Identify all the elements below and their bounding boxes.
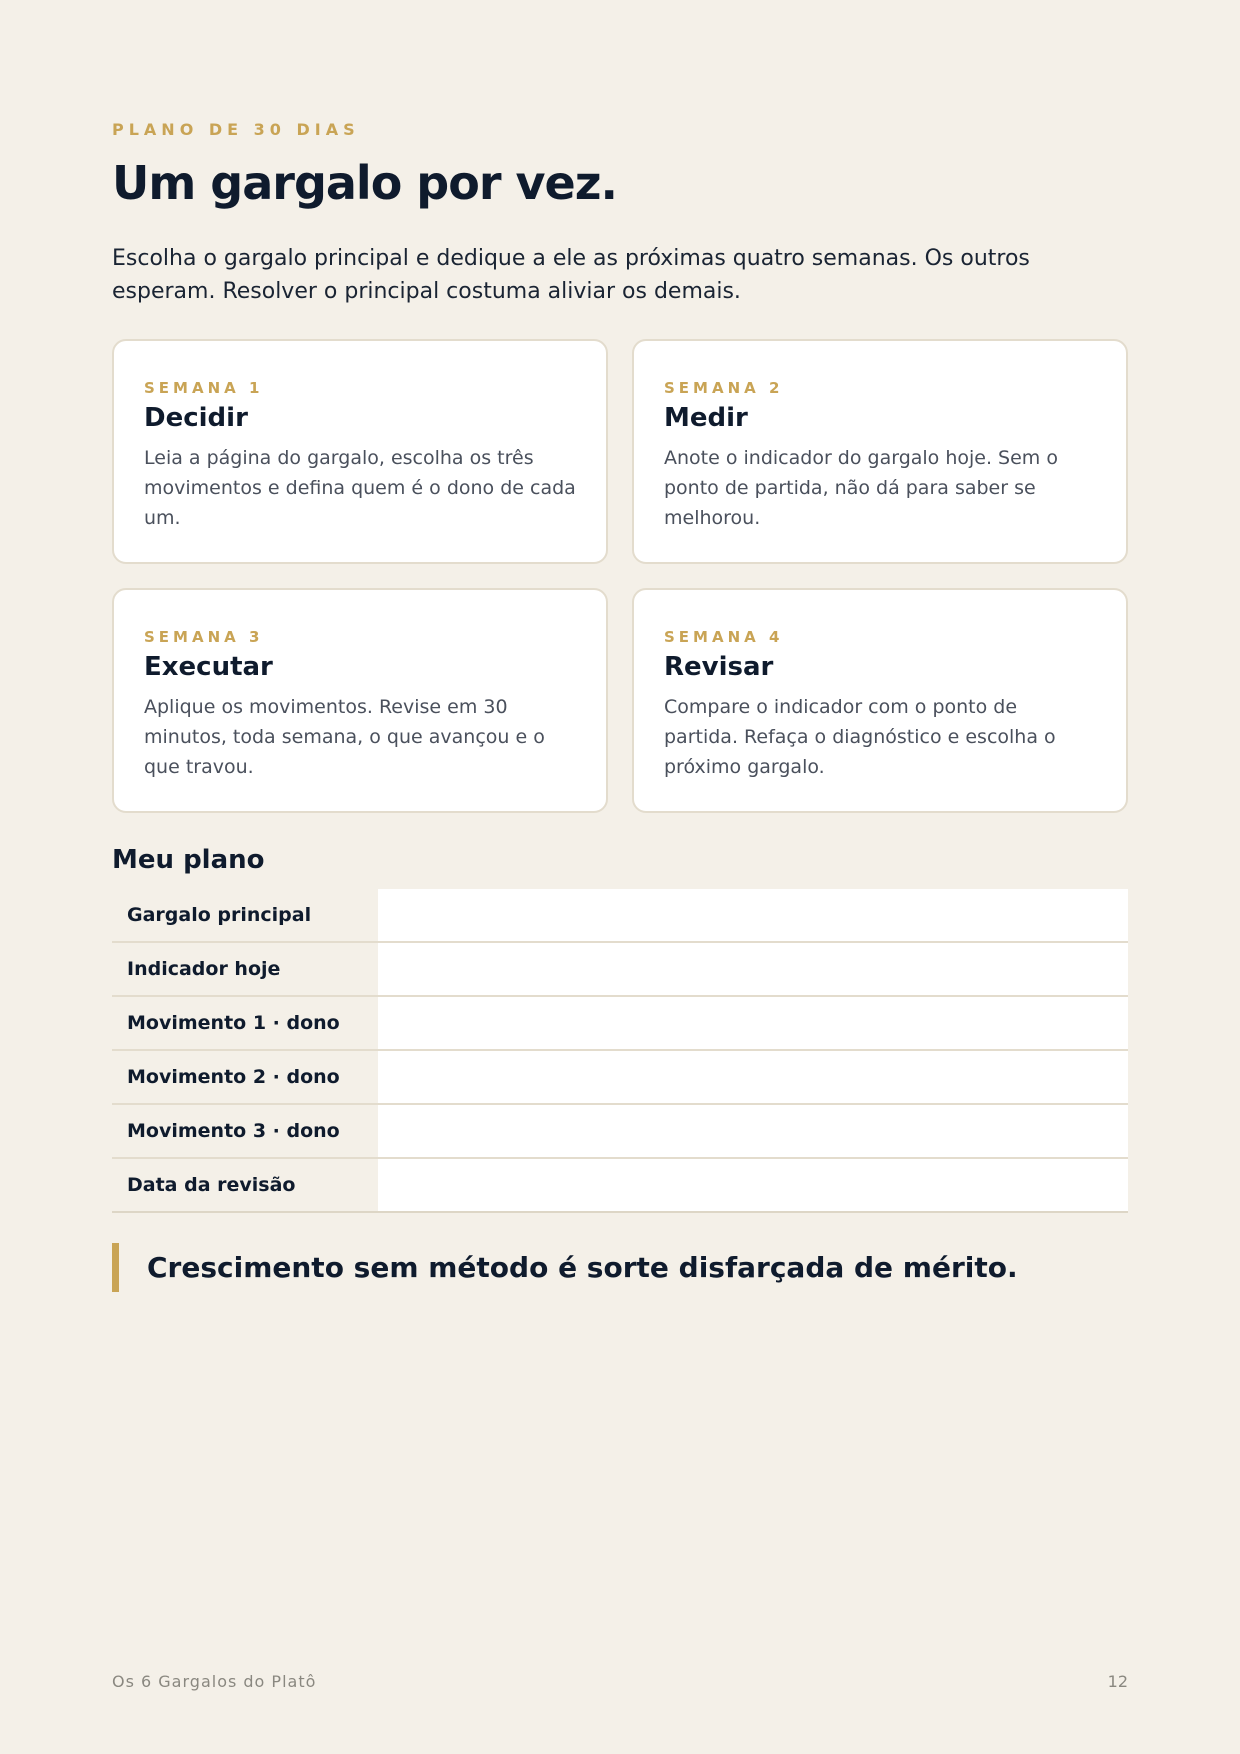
week-description: Compare o indicador com o ponto de partida. Refaça o diagnóstico e escolha o próximo gargalo. [664,696,1056,778]
week-card-2 [632,339,1128,564]
plan-field-movimento-2[interactable] [378,1051,1128,1103]
plan-field-movimento-3[interactable] [378,1105,1128,1157]
plan-row-movimento-3 [112,1105,1128,1159]
week-name: Decidir [144,403,248,433]
week-name: Executar [144,652,273,682]
week-label: SEMANA 2 [664,379,784,397]
week-card-3 [112,588,608,813]
week-label: SEMANA 4 [664,628,784,646]
week-description: Aplique os movimentos. Revise em 30 minutos, toda semana, o que avançou e o que travou. [144,696,545,778]
page-number: 12 [1107,1672,1128,1691]
plan-row-indicador [112,943,1128,997]
plan-row-data-revisao [112,1159,1128,1213]
page [112,0,1128,1754]
week-card-1 [112,339,608,564]
section-eyebrow: PLANO DE 30 DIAS [112,120,360,139]
plan-row-movimento-1 [112,997,1128,1051]
plan-row-gargalo [112,889,1128,943]
plan-row-label: Movimento 1 · dono [112,997,378,1049]
plan-row-label: Gargalo principal [112,889,378,941]
intro-paragraph: Escolha o gargalo principal e dedique a ele as próximas quatro semanas. Os outros esperam. Resolver o principal costuma aliviar os demais. [112,246,1030,304]
plan-field-indicador[interactable] [378,943,1128,995]
week-name: Medir [664,403,748,433]
plan-form [112,889,1128,1213]
plan-title: Meu plano [112,845,265,875]
plan-row-label: Movimento 3 · dono [112,1105,378,1157]
plan-row-label: Movimento 2 · dono [112,1051,378,1103]
week-description: Anote o indicador do gargalo hoje. Sem o ponto de partida, não dá para saber se melhorou. [664,447,1058,529]
plan-row-label: Data da revisão [112,1159,378,1211]
plan-row-label: Indicador hoje [112,943,378,995]
page-title: Um gargalo por vez. [112,156,617,210]
week-name: Revisar [664,652,774,682]
pull-quote [112,1243,1018,1292]
week-description: Leia a página do gargalo, escolha os três movimentos e defina quem é o dono de cada um. [144,447,576,529]
plan-field-gargalo[interactable] [378,889,1128,941]
week-label: SEMANA 1 [144,379,264,397]
plan-row-movimento-2 [112,1051,1128,1105]
week-label: SEMANA 3 [144,628,264,646]
plan-field-data-revisao[interactable] [378,1159,1128,1211]
week-card-4 [632,588,1128,813]
footer-book-title: Os 6 Gargalos do Platô [112,1672,317,1691]
pull-quote-text: Crescimento sem método é sorte disfarçada de mérito. [147,1251,1018,1284]
plan-field-movimento-1[interactable] [378,997,1128,1049]
